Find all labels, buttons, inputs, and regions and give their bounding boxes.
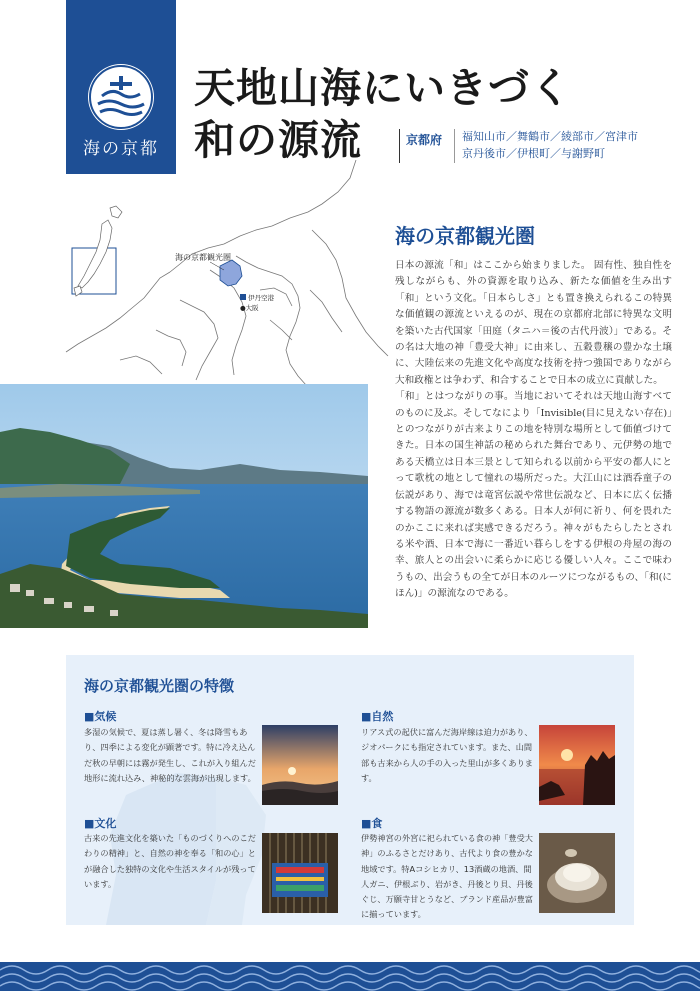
- intro-heading: 海の京都観光圏: [395, 224, 535, 248]
- map-region-label: 海の京都観光圏: [175, 253, 231, 262]
- features-heading: 海の京都観光圏の特徴: [84, 677, 235, 695]
- feature-culture-photo: [262, 833, 338, 913]
- japan-inset-map: [72, 206, 122, 296]
- feature-culture-title: ■文化: [84, 817, 117, 830]
- title-line-2: 和の源流: [194, 116, 362, 164]
- feature-nature-photo: [539, 725, 615, 805]
- feature-climate-title: ■気候: [84, 710, 117, 723]
- amanohashidate-photo: [0, 384, 368, 628]
- feature-climate-photo: [262, 725, 338, 805]
- feature-food-title: ■食: [361, 817, 383, 830]
- title-line-1: 天地山海にいきづく: [194, 64, 572, 112]
- footer-wave-band: [0, 962, 700, 991]
- cities-divider: [454, 129, 455, 163]
- feature-culture-text: 古来の先進文化を築いた「ものづくりへのこだわりの精神」と、自然の神を奉る「和の心」とが融合した独特の文化や生活スタイルが残っています。: [84, 833, 256, 889]
- feature-climate-text: 多湿の気候で、夏は蒸し暑く、冬は降雪もあり、四季による変化が顕著です。特に冷え込んだ秋の早朝には霧が発生し、これが入り組んだ地形に流れ込み、神秘的な雲海が出現します。: [84, 727, 256, 783]
- intro-paragraph-2: 「和」とはつながりの事。当地においてそれは天地山海すべてのものに及ぶ。そしてなにより「Invisible(目に見えない存在)」とのつながりが古来よりこの地を特別な場所として価値づけてきた。日本の国生神話の秘められた舞台であり、元伊勢の地である天橋立は日本三景として知られる以前から平安の都人にとって歌枕の地として憧れの場所だった。大江山には酒呑童子の伝説があり、海では竜宮伝説や常世伝説など、日本に広く伝播する物語の源流が数多くある。日本人が何に祈り、何を畏れたのかここに来れば実感できるだろう。神々がもたらしたとされる米や酒、日本で海に一番近い暮らしをする伊根の舟屋の海の幸、旅人との出会いに柔らかに応じる優しい人々。ここで味わうもの、出会うもの全てが日本のルーツにつながるもの、「和(にほん)」の源流なのである。: [395, 391, 672, 600]
- logo-emblem-icon: [88, 64, 154, 130]
- cities-line-1: 福知山市／舞鶴市／綾部市／宮津市: [462, 130, 638, 143]
- feature-food-text: 伊勢神宮の外宮に祀られている食の神「豊受大神」のふるさとだけあり、古代より食の豊かな地域です。特Aコシヒカリ、13酒蔵の地酒、間人ガニ、伊根ぶり、岩がき、丹後とり貝、丹後ぐじ、万願寺甘とうなど、ブランド産品が豊富に揃っています。: [361, 833, 533, 920]
- feature-nature-title: ■自然: [361, 710, 394, 723]
- intro-body: [395, 258, 672, 603]
- logo-label: 海の京都: [83, 139, 159, 159]
- region-map: [60, 160, 390, 385]
- airport-icon: [240, 294, 246, 300]
- wave-pattern-icon: [0, 962, 700, 991]
- features-panel: [66, 655, 634, 925]
- intro-paragraph-1: 日本の源流「和」はここから始まりました。 固有性、独自性を残しながらも、外の資源を取り込み、新たな価値を生み出す「和」という文化。「日本らしさ」とも置き換えられるこの特異な価値観の源流といえるのが、現在の京都府北部に特異な文明を築いた古代国家「田庭（タニハ＝後の古代丹波）」である。その名は大地の神「豊受大神」に由来し、五穀豊穣の豊かな土壌に、大陸伝来の先進文化や高度な技術を持つ強国でありながら大和政権とは争わず、和合することで日本の成立に貢献した。: [395, 260, 672, 386]
- logo-block: [66, 0, 176, 174]
- cities-line-2: 京丹後市／伊根町／与謝野町: [462, 147, 605, 160]
- feature-food-photo: [539, 833, 615, 913]
- cities-list: [462, 128, 682, 162]
- prefecture-label: 京都府: [406, 133, 443, 147]
- map-city-label: ●大阪: [240, 304, 259, 312]
- tourism-area-highlight: [220, 260, 242, 286]
- feature-nature-text: リアス式の起伏に富んだ海岸線は迫力があり、ジオパークにも指定されています。また、山間部も古来から人の手の入った里山が多くあります。: [361, 727, 533, 783]
- title-divider: [399, 129, 400, 163]
- map-airport-label: 伊丹空港: [248, 294, 274, 302]
